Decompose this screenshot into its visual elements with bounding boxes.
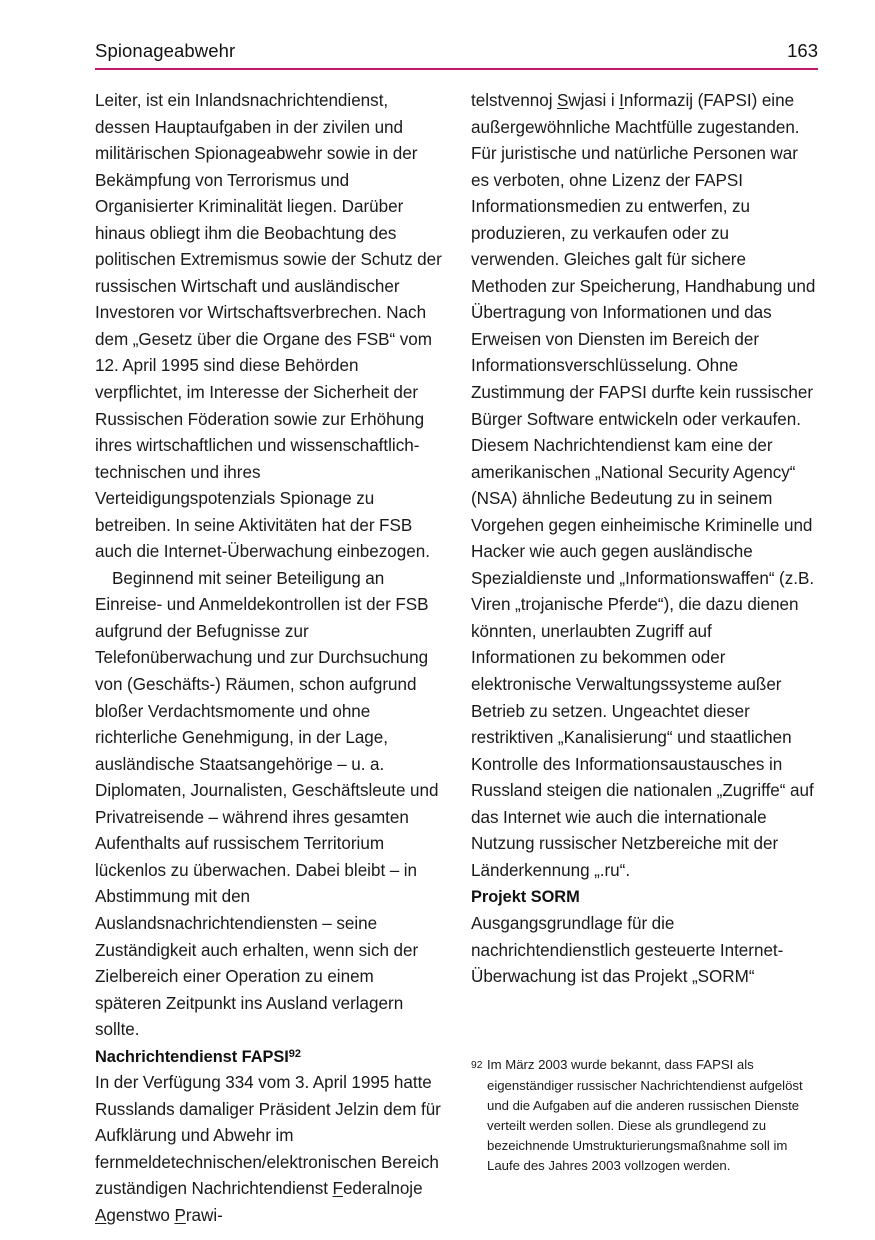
page-number: 163	[787, 40, 818, 61]
footnote-reference-92: 92	[288, 1047, 301, 1060]
subheading-text: Nachrichtendienst FAPSI	[95, 1047, 289, 1066]
subheading-projekt-sorm: Projekt SORM	[471, 888, 580, 907]
acronym-rest-p: rawi-	[185, 1205, 223, 1225]
footnote-text: Im März 2003 wurde bekannt, dass FAPSI als eigenständiger russischer Nachrichtendienst aufgelöst und die Aufgaben auf die anderen russischen Dienste verteilt werden sollen. Diese als grundlegend zu bezeichnende Umstrukturierungsmaßnahme soll im Laufe des Jahres 2003 vollzogen werden.	[487, 1057, 803, 1173]
body-columns	[95, 88, 818, 1225]
acronym-rest-a: genstwo	[106, 1205, 175, 1225]
running-head	[95, 40, 818, 62]
acronym-letter-p: P	[174, 1205, 186, 1225]
paragraph-leiter: Leiter, ist ein Inlandsnachrichtendienst, dessen Hauptaufgaben in der zivilen und militärischen Spionageabwehr sowie in der Bekämpfung von Terrorismus und Organisierter Kriminalität liegen. Darüber hinaus obliegt ihm die Beobachtung des politischen Extremismus sowie der Schutz der russischen Wirtschaft und ausländischer Investoren vor Wirtschaftsverbrechen. Nach dem „Gesetz über die Organe des FSB“ vom 12. April 1995 sind diese Behörden verpflichtet, im Interesse der Sicherheit der Russischen Föderation sowie zur Erhöhung ihres wirtschaftlichen und wissenschaftlich-technischen und ihres Verteidigungspotenzials Spionage zu betreiben. In seine Aktivitäten hat der FSB auch die Internet-Überwachung einbezogen.	[95, 91, 442, 562]
acronym-rest-f: ederalnoje	[342, 1179, 423, 1199]
paragraph-ausgangsgrundlage: Ausgangsgrundlage für die nachrichtendienstlich gesteuerte Internet-Überwachung ist das Projekt „SORM“	[471, 913, 784, 987]
subheading-nachrichtendienst-fapsi	[95, 1044, 442, 1071]
acronym-letter-a: A	[95, 1205, 107, 1225]
continuation-body: (FAPSI) eine außergewöhnliche Machtfülle zugestanden. Für juristische und natürliche Personen war es verboten, ohne Lizenz der FAPSI Informationsmedien zu entwerfen, zu produzieren, zu verkaufen oder zu verwenden. Gleiches galt für sichere Methoden zur Speicherung, Handhabung und Übertragung von Informationen und das Erweisen von Diensten im Bereich der Informationsverschlüsselung. Ohne Zustimmung der FAPSI durfte kein russischer Bürger Software entwickeln oder verkaufen. Diesem Nachrichtendienst kam eine der amerikanischen „National Security Agency“ (NSA) ähnliche Bedeutung zu in seinem Vorgehen gegen einheimische Kriminelle und Hacker wie auch gegen ausländische Spezialdienste und „Informationswaffen“ (z.B. Viren „trojanische Pferde“), die dazu dienen könnten, unerlaubten Zugriff auf Informationen zu bekommen oder elektronische Verwaltungssysteme außer Betrieb zu setzen. Ungeachtet dieser restriktiven „Kanalisierung“ und staatlichen Kontrolle des Informationsaustausches in Russland steigen die nationalen „Zugriffe“ auf das Internet wie auch die internationale Nutzung russischer Netzbereiche mit der Länderkennung „.ru“.	[471, 91, 816, 880]
column-left	[95, 88, 442, 1225]
acronym-letter-s: S	[557, 91, 569, 110]
header-rule	[95, 68, 818, 70]
running-head-title: Spionageabwehr	[95, 40, 236, 61]
footnote-marker: 92	[471, 1060, 483, 1072]
acronym-letter-f: F	[332, 1179, 343, 1199]
column-right	[471, 88, 818, 1208]
paragraph-beginnend: Beginnend mit seiner Beteiligung an Einreise- und Anmeldekontrollen ist der FSB aufgrund der Befugnisse zur Telefonüberwachung und zur Durchsuchung von (Geschäfts-) Räumen, schon aufgrund bloßer Verdachtsmomente und ohne richterliche Genehmigung, in der Lage, ausländische Staatsangehörige – u. a. Diplomaten, Journalisten, Geschäftsleute und Privatreisende – während ihres gesamten Aufenthalts auf russischem Territorium lückenlos zu überwachen. Dabei bleibt – in Abstimmung mit den Auslandsnachrichtendiensten – seine Zuständigkeit auch erhalten, wenn sich der Zielbereich einer Operation zu einem späteren Zeitpunkt ins Ausland verlagern sollte.	[95, 568, 439, 1040]
acronym-letter-i: I	[619, 91, 624, 110]
paragraph-verfuegung	[95, 1070, 442, 1229]
paragraph-telstvennoj-continuation	[471, 88, 818, 884]
footnote-92	[471, 1055, 818, 1208]
acronym-rest-i: nformazij	[623, 91, 694, 110]
acronym-rest-s: wjasi i	[568, 91, 620, 110]
continuation-lead: telstvennoj	[471, 91, 558, 110]
paragraph-verfuegung-prefix: In der Verfügung 334 vom 3. April 1995 hatte Russlands damaliger Präsident Jelzin dem für Aufklärung und Abwehr im fernmeldetechnischen/elektronischen Bereich zuständigen Nachrichtendienst	[95, 1073, 441, 1199]
